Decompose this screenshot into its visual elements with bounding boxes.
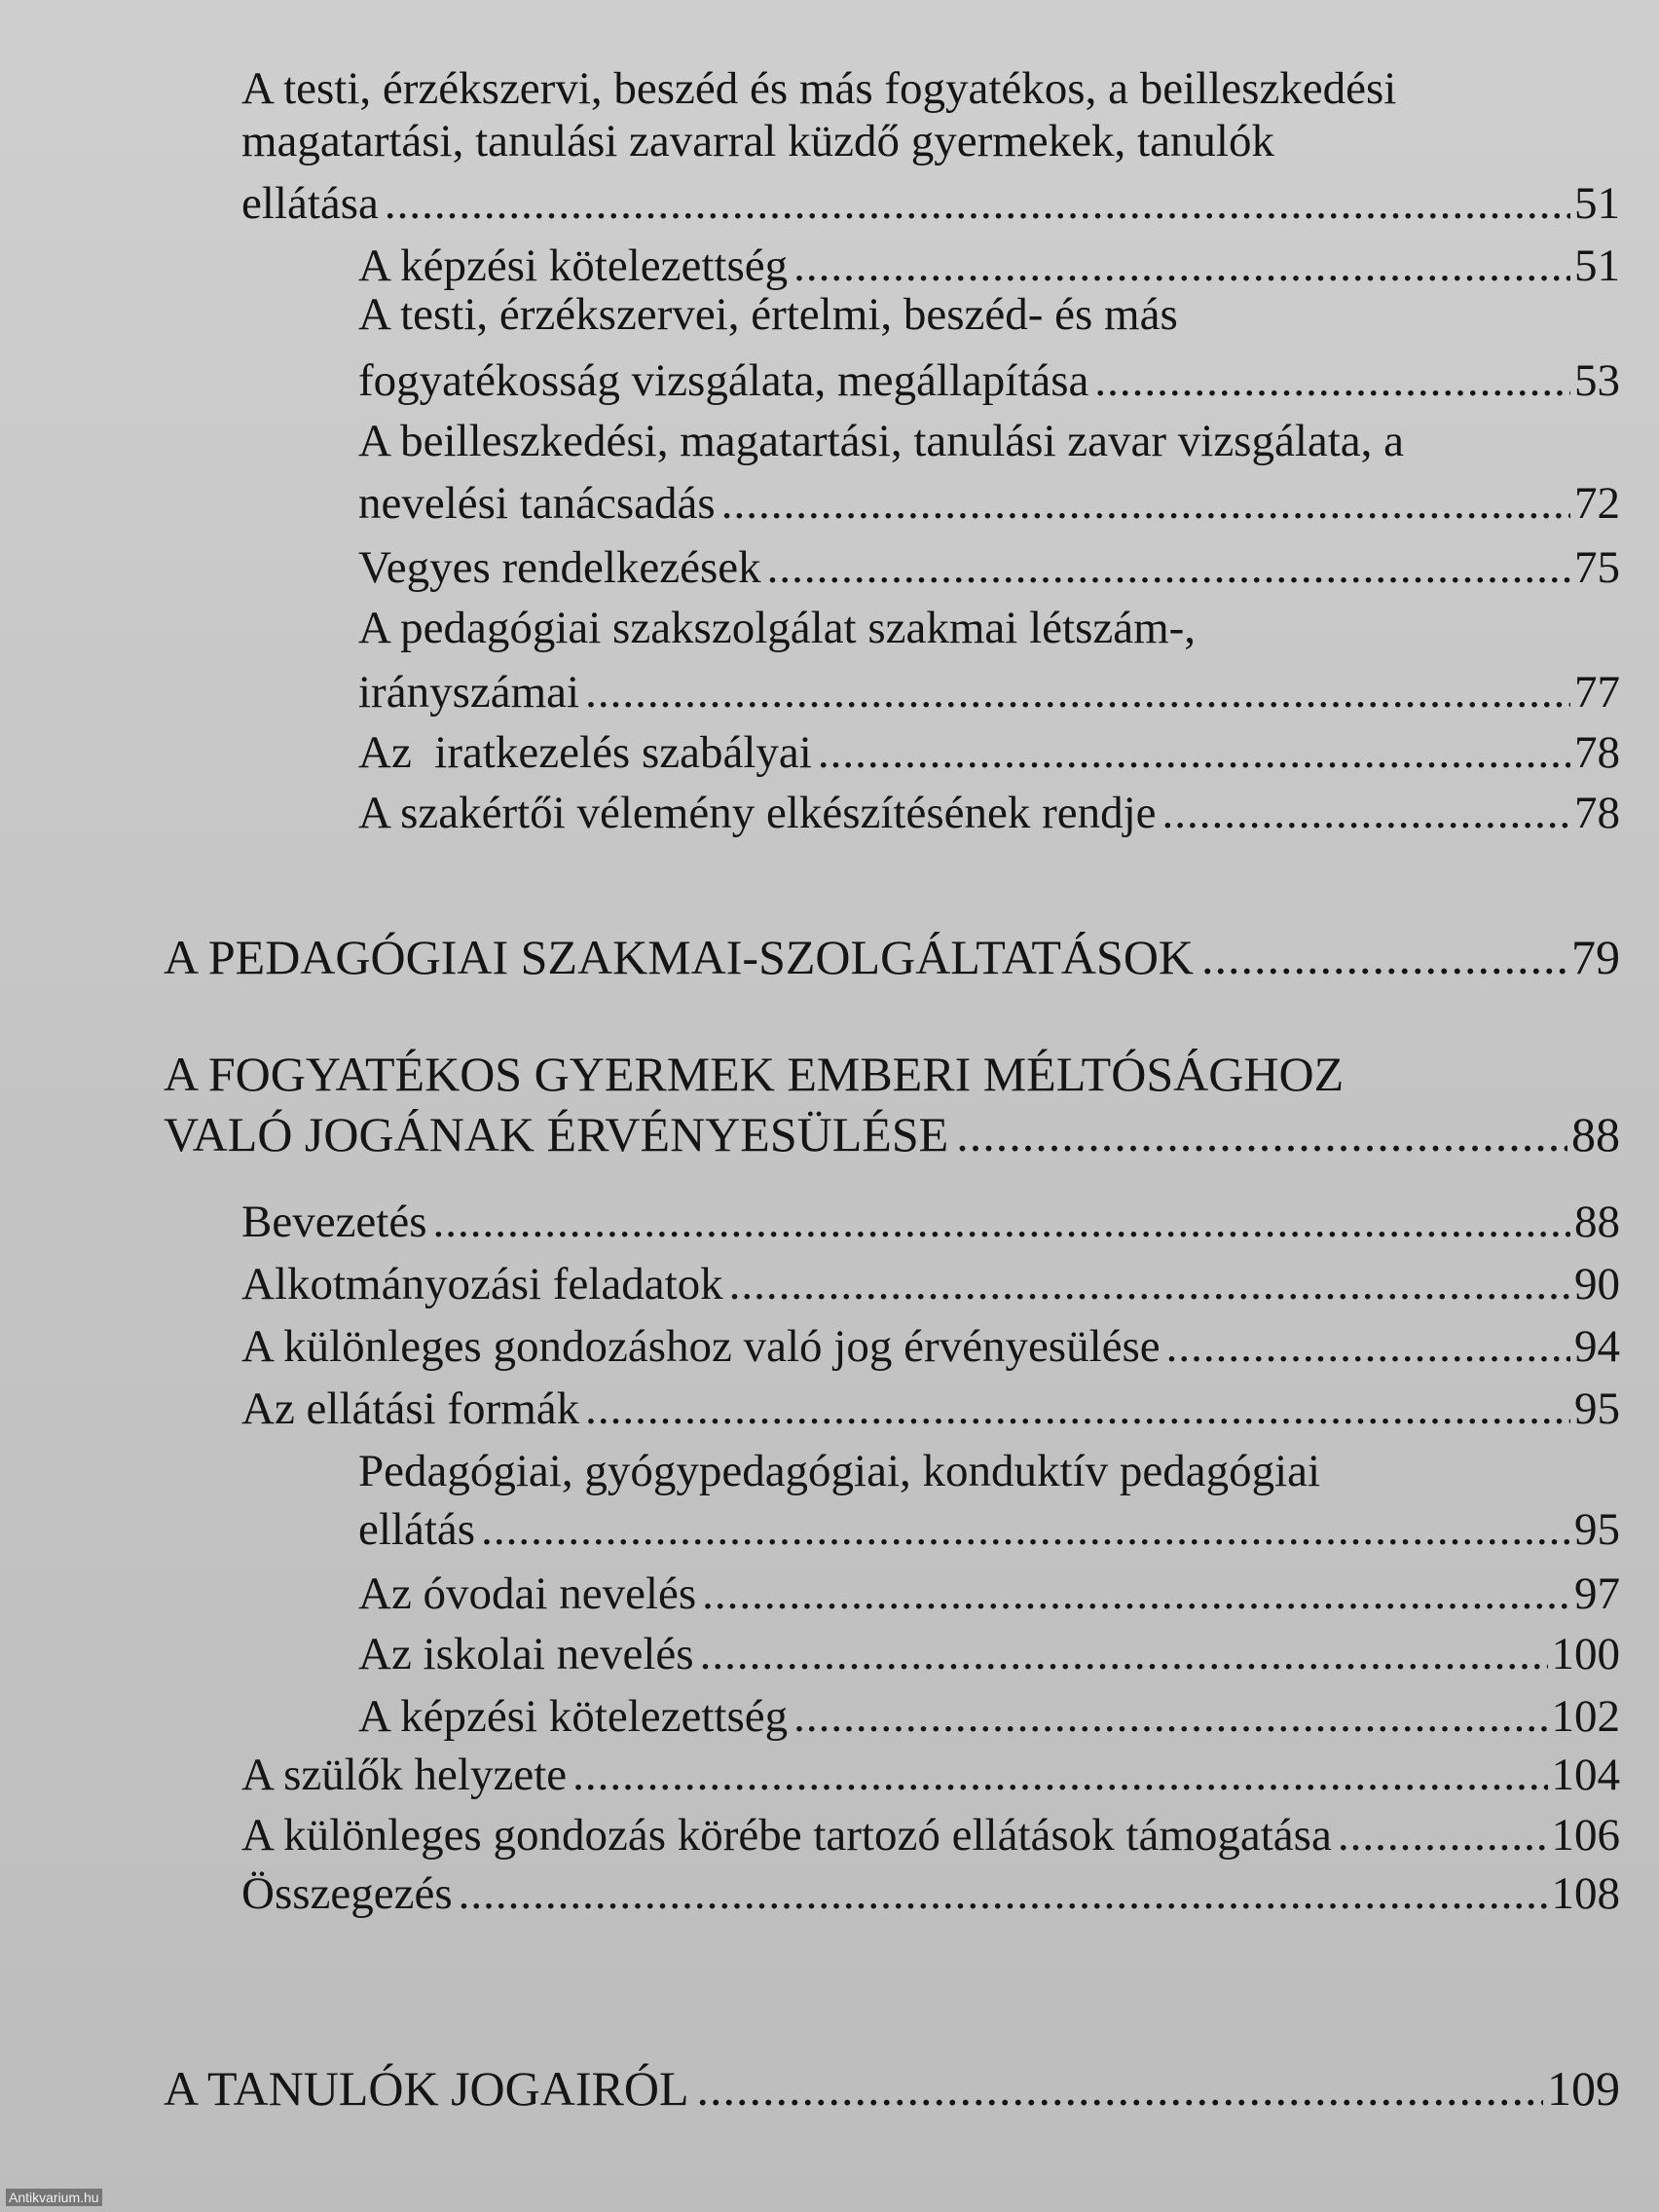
toc-entry-text: nevelési tanácsadás — [358, 478, 716, 529]
toc-section-title: A PEDAGÓGIAI SZAKMAI-SZOLGÁLTATÁSOK — [164, 930, 1195, 984]
toc-entry-text: magatartási, tanulási zavarral küzdő gyermekek, tanulók — [241, 116, 1274, 166]
toc-section-title: A FOGYATÉKOS GYERMEK EMBERI MÉLTÓSÁGHOZ — [164, 1047, 1345, 1101]
toc-entry — [358, 1629, 1620, 1679]
dot-leader — [572, 1752, 1547, 1798]
toc-page-number: 72 — [1574, 478, 1620, 529]
toc-entry-text: ellátás — [358, 1504, 476, 1555]
dot-leader — [1162, 791, 1570, 836]
toc-entry — [358, 542, 1620, 593]
dot-leader — [585, 1386, 1570, 1432]
dot-leader — [1201, 933, 1567, 981]
toc-page-number: 53 — [1574, 355, 1620, 406]
dot-leader — [818, 730, 1570, 776]
toc-entry — [241, 1752, 1620, 1798]
toc-entry — [358, 667, 1620, 718]
toc-section — [164, 930, 1620, 984]
dot-leader — [385, 181, 1570, 227]
toc-entry-text: Az iskolai nevelés — [358, 1629, 694, 1679]
dot-leader — [700, 1632, 1548, 1677]
toc-page-number: 88 — [1574, 1197, 1620, 1247]
toc-section-title: A TANULÓK JOGAIRÓL — [164, 2061, 689, 2116]
toc-entry — [358, 478, 1620, 529]
toc-page-number: 95 — [1574, 1504, 1620, 1555]
dot-leader — [793, 1694, 1547, 1740]
toc-page-number: 108 — [1551, 1868, 1620, 1919]
toc-entry-text: Az ellátási formák — [241, 1383, 580, 1434]
toc-entry-text: A különleges gondozás körébe tartozó ellátások támogatása — [241, 1810, 1332, 1861]
dot-leader — [729, 1262, 1570, 1308]
toc-entry — [241, 1199, 1620, 1245]
toc-entry — [241, 1868, 1620, 1919]
toc-entry — [241, 1321, 1620, 1372]
toc-section — [164, 1107, 1620, 1161]
toc-entry — [358, 1691, 1620, 1742]
dot-leader — [793, 243, 1570, 289]
dot-leader — [721, 481, 1570, 527]
toc-page-number: 109 — [1547, 2061, 1620, 2116]
toc-entry — [358, 1568, 1620, 1619]
toc-entry-text: A testi, érzékszervi, beszéd és más fogyatékos, a beilleszkedési — [241, 63, 1397, 114]
dot-leader — [585, 670, 1570, 716]
dot-leader — [459, 1871, 1548, 1917]
toc-entry-text: A szülők helyzete — [241, 1750, 568, 1800]
toc-entry-text: A beilleszkedési, magatartási, tanulási zavar vizsgálata, a — [358, 416, 1405, 466]
toc-page-number: 78 — [1574, 788, 1620, 838]
toc-page-number: 75 — [1574, 542, 1620, 593]
toc-entry — [358, 355, 1620, 406]
toc-entry-text: fogyatékosság vizsgálata, megállapítása — [358, 355, 1089, 406]
dot-leader — [697, 2064, 1543, 2113]
toc-page-number: 97 — [1574, 1568, 1620, 1619]
toc-page-number: 106 — [1551, 1810, 1620, 1861]
toc-entry-text: Összegezés — [241, 1868, 453, 1919]
dot-leader — [1338, 1813, 1548, 1859]
dot-leader — [481, 1507, 1570, 1553]
toc-entry — [358, 240, 1620, 291]
toc-page-number: 78 — [1574, 727, 1620, 778]
dot-leader — [1166, 1324, 1570, 1370]
toc-entry-text: Bevezetés — [241, 1197, 427, 1247]
toc-entry-text: ellátása — [241, 178, 379, 229]
toc-entry-text: Az iratkezelés szabályai — [358, 727, 812, 778]
toc-entry-text: Vegyes rendelkezések — [358, 542, 761, 593]
toc-page-number: 88 — [1571, 1107, 1620, 1161]
toc-entry-text: A képzési kötelezettség — [358, 240, 789, 291]
toc-entry-text: Pedagógiai, gyógypedagógiai, konduktív pedagógiai — [358, 1446, 1321, 1496]
toc-entry — [358, 788, 1620, 838]
toc-page-number: 77 — [1574, 667, 1620, 718]
toc-page-number: 51 — [1574, 240, 1620, 291]
dot-leader — [1094, 358, 1570, 404]
dot-leader — [956, 1110, 1567, 1159]
toc-page-number: 90 — [1574, 1259, 1620, 1309]
toc-entry — [241, 178, 1620, 229]
toc-page-number: 95 — [1574, 1383, 1620, 1434]
toc-entry — [358, 727, 1620, 778]
toc-page-number: 51 — [1574, 178, 1620, 229]
toc-entry — [241, 1383, 1620, 1434]
watermark: Antikvarium.hu — [6, 2189, 102, 2206]
toc-entry-text: A pedagógiai szakszolgálat szakmai létszám-, — [358, 603, 1197, 653]
toc-entry-text: Az óvodai nevelés — [358, 1568, 697, 1619]
toc-entry-text: A különleges gondozáshoz való jog érvényesülése — [241, 1321, 1161, 1372]
toc-entry-text: irányszámai — [358, 667, 580, 718]
toc-page-number: 104 — [1551, 1750, 1620, 1800]
toc-page-number: 94 — [1574, 1321, 1620, 1372]
toc-entry-text: A képzési kötelezettség — [358, 1691, 789, 1742]
toc-entry — [241, 1259, 1620, 1309]
toc-page-number: 100 — [1551, 1629, 1620, 1679]
toc-entry-text: A testi, érzékszervei, értelmi, beszéd- és más — [358, 289, 1178, 340]
toc-section-title: VALÓ JOGÁNAK ÉRVÉNYESÜLÉSE — [164, 1107, 949, 1161]
toc-entry — [241, 1810, 1620, 1861]
toc-entry-text: A szakértői vélemény elkészítésének rendje — [358, 788, 1157, 838]
dot-leader — [433, 1199, 1570, 1245]
toc-page-number: 79 — [1571, 930, 1620, 984]
toc-section — [164, 2061, 1620, 2116]
toc-entry — [358, 1504, 1620, 1555]
dot-leader — [702, 1571, 1570, 1617]
dot-leader — [767, 545, 1570, 591]
toc-entry-text: Alkotmányozási feladatok — [241, 1259, 723, 1309]
toc-page-number: 102 — [1551, 1691, 1620, 1742]
